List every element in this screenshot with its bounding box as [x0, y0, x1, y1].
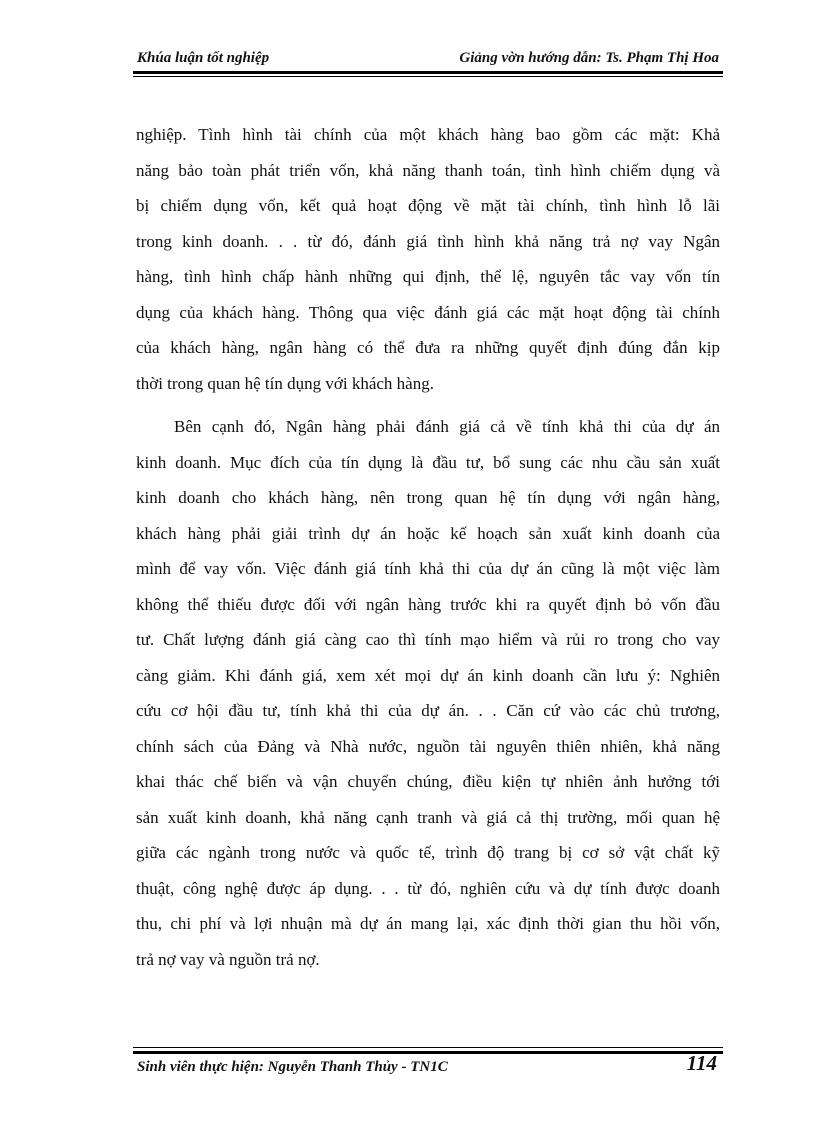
text-line: giữa các ngành trong nước và quốc tế, trình độ trang bị cơ sở vật chất kỹ — [136, 843, 720, 862]
text-line: thu, chi phí và lợi nhuận mà dự án mang lại, xác định thời gian thu hồi vốn, — [136, 914, 720, 933]
text-line: trong kinh doanh. . . từ đó, đánh giá tình hình khả năng trả nợ vay Ngân — [136, 231, 720, 251]
text-line: chính sách của Đảng và Nhà nước, nguồn tài nguyên thiên nhiên, khả năng — [136, 736, 720, 756]
text-line: tư. Chất lượng đánh giá càng cao thì tính mạo hiểm và rủi ro trong cho vay — [136, 630, 720, 649]
text-line: càng giảm. Khi đánh giá, xem xét mọi dự án kinh doanh cần lưu ý: Nghiên — [136, 665, 720, 685]
text-line: không thể thiếu được đối với ngân hàng trước khi ra quyết định bỏ vốn đầu — [136, 594, 720, 614]
paragraph-1 — [136, 117, 720, 401]
footer-divider-thick — [133, 1051, 723, 1054]
text-line: khai thác chế biến và vận chuyển chúng, điều kiện tự nhiên ảnh hưởng tới — [136, 772, 720, 791]
footer-divider-thin — [133, 1047, 723, 1048]
page-header — [133, 46, 723, 72]
footer-student: Sinh viên thực hiện: Nguyễn Thanh Thủy - TN1C — [137, 1059, 448, 1075]
text-line: khách hàng phải giải trình dự án hoặc kế hoạch sản xuất kinh doanh của — [136, 523, 720, 543]
text-line: thời trong quan hệ tín dụng với khách hàng. — [136, 373, 434, 393]
text-line: mình để vay vốn. Việc đánh giá tính khả thi của dự án cũng là một việc làm — [136, 559, 720, 578]
text-line: của khách hàng, ngân hàng có thể đưa ra những quyết định đúng đắn kịp — [136, 338, 720, 357]
header-divider-thin — [133, 76, 723, 77]
header-divider-thick — [133, 71, 723, 74]
text-line: bị chiếm dụng vốn, kết quả hoạt động về mặt tài chính, tình hình lỗ lãi — [136, 196, 720, 215]
text-line: kinh doanh cho khách hàng, nên trong quan hệ tín dụng với ngân hàng, — [136, 488, 720, 507]
text-line: hàng, tình hình chấp hành những qui định, thể lệ, nguyên tắc vay vốn tín — [136, 267, 720, 286]
header-advisor: Giảng vờn hướng dẫn: Ts. Phạm Thị Hoa — [459, 50, 719, 66]
body-text — [136, 117, 720, 977]
text-line: dụng của khách hàng. Thông qua việc đánh giá các mặt hoạt động tài chính — [136, 302, 720, 322]
text-line: trả nợ vay và nguồn trả nợ. — [136, 949, 320, 969]
page-number: 114 — [686, 1051, 717, 1075]
header-thesis-title: Khúa luận tốt nghiệp — [137, 50, 270, 66]
text-line: năng bảo toàn phát triển vốn, khả năng thanh toán, tình hình chiếm dụng và — [136, 160, 720, 180]
text-line: cứu cơ hội đầu tư, tính khả thi của dự án. . . Căn cứ vào các chủ trương, — [136, 701, 720, 720]
text-line: sản xuất kinh doanh, khả năng cạnh tranh và giá cả thị trường, mối quan hệ — [136, 807, 720, 827]
page-footer — [133, 1047, 723, 1087]
text-line: kinh doanh. Mục đích của tín dụng là đầu tư, bổ sung các nhu cầu sản xuất — [136, 452, 720, 472]
text-line: Bên cạnh đó, Ngân hàng phải đánh giá cả về tính khả thi của dự án — [174, 417, 720, 436]
text-line: thuật, công nghệ được áp dụng. . . từ đó, nghiên cứu và dự tính được doanh — [136, 878, 720, 898]
paragraph-2 — [136, 409, 720, 977]
text-line: nghiệp. Tình hình tài chính của một khách hàng bao gồm các mặt: Khả — [136, 125, 720, 144]
